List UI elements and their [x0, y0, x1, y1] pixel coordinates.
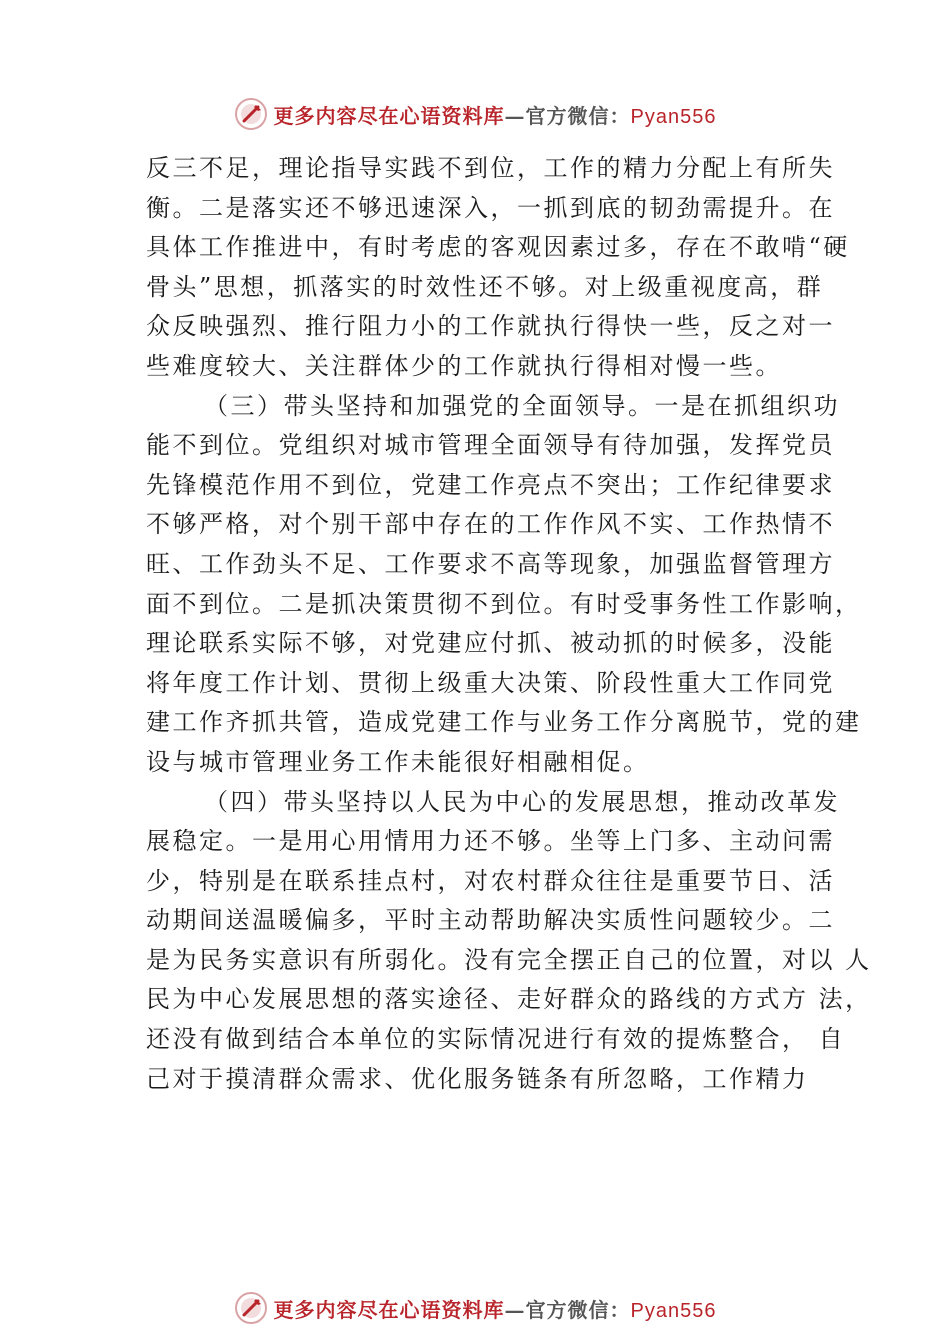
header-contact-label: 官方微信： [525, 103, 631, 128]
text-line: 先锋模范作用不到位，党建工作亮点不突出；工作纪律要求 [146, 470, 835, 499]
paragraph-start-line: （四）带头坚持以人民为中心的发展思想，推动改革发 [204, 787, 840, 816]
header-text [274, 100, 717, 129]
text-line: 是为民务实意识有所弱化。没有完全摆正自己的位置，对以 人 [146, 945, 872, 974]
header-contact-id: Pyan556 [630, 105, 717, 128]
text-line: 反三不足，理论指导实践不到位，工作的精力分配上有所失 [146, 154, 835, 182]
text-line: 具体工作推进中，有时考虑的客观因素过多，存在不敢啃“硬 [146, 233, 850, 262]
text-line: 建工作齐抓共管，造成党建工作与业务工作分离脱节，党的建 [146, 708, 862, 737]
text-line: 众反映强烈、推行阻力小的工作就执行得快一些，反之对一 [146, 312, 835, 341]
text-line: 些难度较大、关注群体少的工作就执行得相对慢一些。 [146, 351, 782, 380]
text-line: 展稳定。一是用心用情用力还不够。坐等上门多、主动问需 [146, 827, 835, 856]
document-body [146, 149, 872, 1099]
text-line: 旺、工作劲头不足、工作要求不高等现象，加强监督管理方 [146, 549, 835, 578]
text-line: 动期间送温暖偏多，平时主动帮助解决实质性问题较少。二 [146, 906, 835, 935]
text-line: 还没有做到结合本单位的实际情况进行有效的提炼整合， 自 [146, 1025, 846, 1054]
paragraph-start-line: （三）带头坚持和加强党的全面领导。一是在抓组织功 [204, 391, 840, 420]
text-line: 设与城市管理业务工作未能很好相融相促。 [146, 747, 650, 776]
footer-dash: — [504, 1297, 526, 1322]
brand-logo-icon [234, 97, 268, 131]
footer-text [274, 1294, 717, 1323]
text-line: 衡。二是落实还不够迅速深入，一抓到底的韧劲需提升。在 [146, 193, 835, 222]
header-brand: 更多内容尽在心语资料库 [273, 103, 505, 128]
text-line: 将年度工作计划、贯彻上级重大决策、阶段性重大工作同党 [146, 668, 835, 697]
brand-logo-icon [234, 1291, 268, 1325]
text-line: 少，特别是在联系挂点村，对农村群众往往是重要节日、活 [146, 866, 835, 895]
footer-banner [0, 1288, 950, 1328]
header-banner [0, 94, 950, 134]
text-line: 不够严格，对个别干部中存在的工作作风不实、工作热情不 [146, 510, 835, 539]
text-line: 面不到位。二是抓决策贯彻不到位。有时受事务性工作影响， [146, 589, 862, 618]
footer-contact-label: 官方微信： [525, 1297, 631, 1322]
text-line: 骨头”思想，抓落实的时效性还不够。对上级重视度高，群 [146, 272, 824, 301]
footer-contact-id: Pyan556 [630, 1299, 717, 1322]
header-dash: — [504, 103, 526, 128]
text-line: 民为中心发展思想的落实途径、走好群众的路线的方式方 法， [146, 985, 872, 1014]
text-line: 能不到位。党组织对城市管理全面领导有待加强，发挥党员 [146, 431, 835, 460]
text-line: 己对于摸清群众需求、优化服务链条有所忽略，工作精力 [146, 1064, 809, 1093]
footer-brand: 更多内容尽在心语资料库 [273, 1297, 505, 1322]
text-line: 理论联系实际不够，对党建应付抓、被动抓的时候多，没能 [146, 629, 835, 658]
